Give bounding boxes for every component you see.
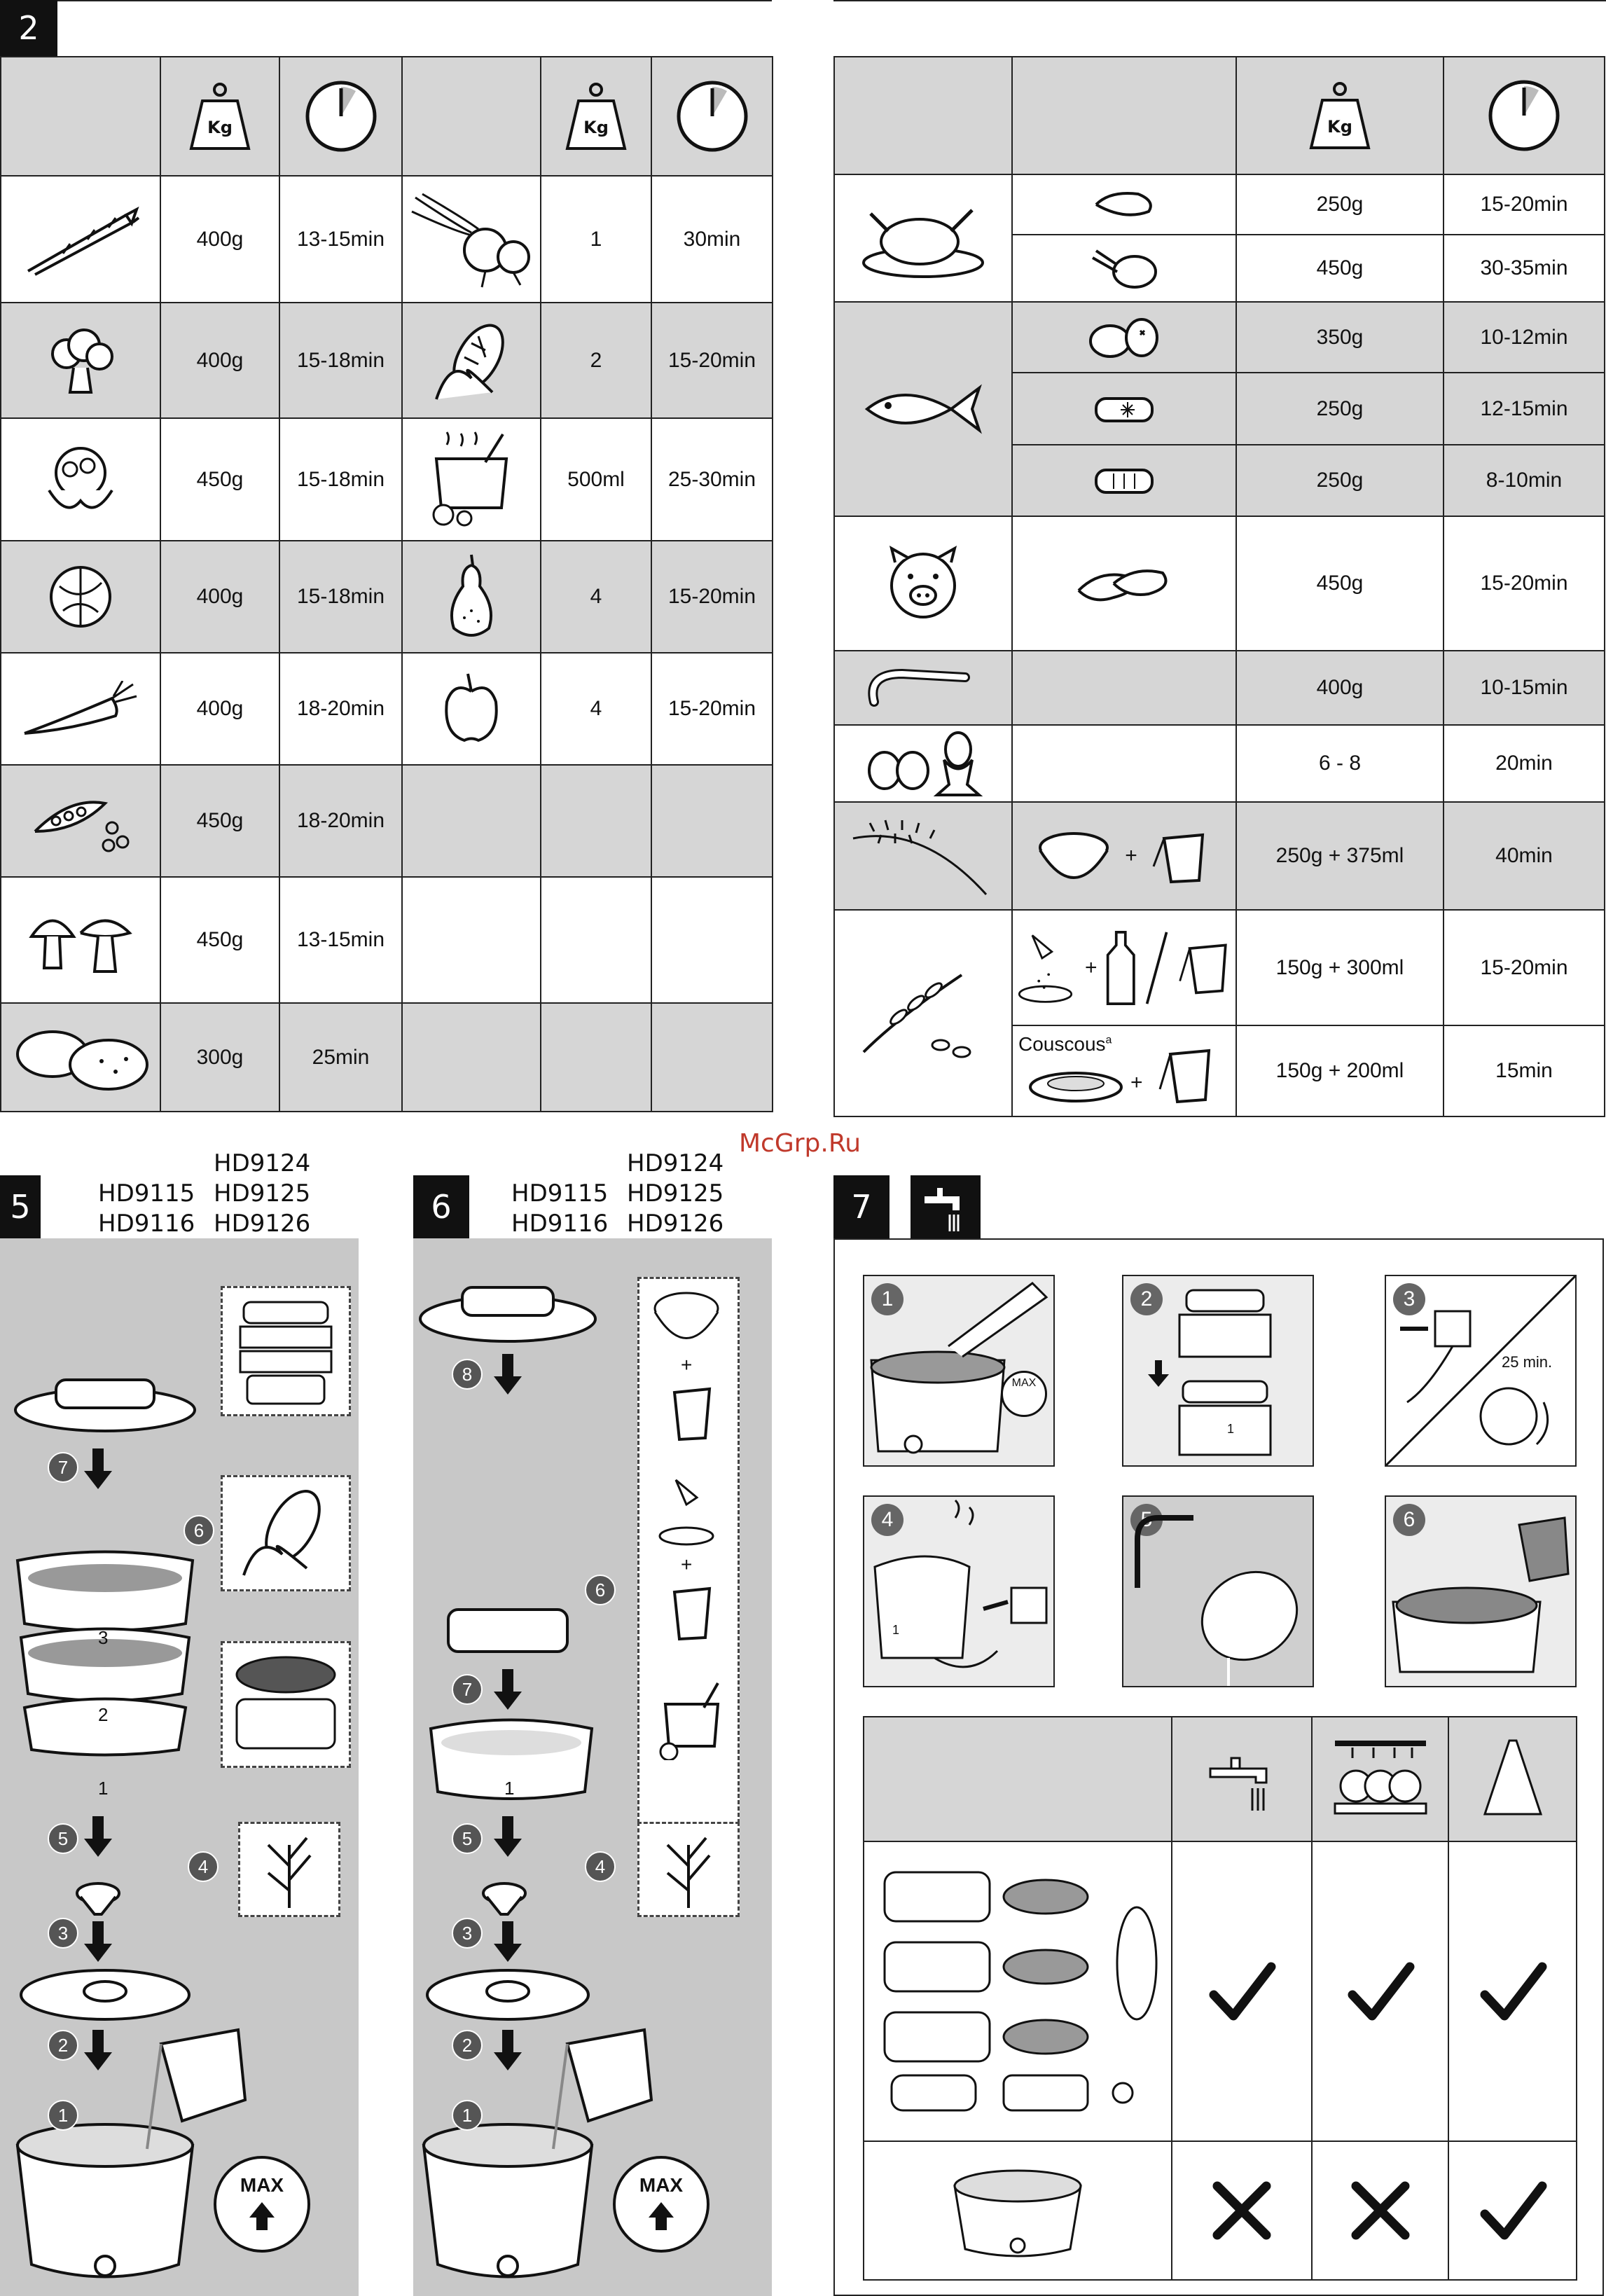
step-box-pour-water bbox=[863, 1275, 1055, 1467]
weight-cell: 250g bbox=[1236, 174, 1444, 235]
base-unit-icon bbox=[864, 2158, 1171, 2263]
step-number: 3 bbox=[452, 1918, 483, 1949]
cloth-icon bbox=[1449, 1737, 1576, 1821]
step-number: 4 bbox=[871, 1504, 904, 1536]
time-cell: 20min bbox=[1444, 725, 1605, 802]
table-row bbox=[1, 303, 773, 418]
dishwasher-mark bbox=[1313, 1956, 1448, 2026]
rice-bowl-insert-icon bbox=[441, 1603, 574, 1659]
arrow-down-icon bbox=[84, 1921, 112, 1963]
time-cell: 15-18min bbox=[279, 541, 402, 653]
table-row bbox=[834, 516, 1605, 651]
fish-steak-icon bbox=[1013, 313, 1235, 362]
quantity-cell: 4 bbox=[541, 541, 651, 653]
model-label: HD9116 bbox=[511, 1210, 609, 1238]
model-label: HD9126 bbox=[627, 1210, 724, 1238]
unplug-icon bbox=[864, 1497, 1053, 1686]
clock-icon bbox=[280, 80, 401, 153]
cleaning-panel bbox=[833, 1238, 1604, 2296]
weight-cell: 450g bbox=[160, 765, 279, 877]
clock-icon bbox=[652, 80, 772, 153]
arrow-up-icon bbox=[248, 2201, 276, 2232]
measuring-jug-icon bbox=[662, 1582, 718, 1645]
cross-mark bbox=[1356, 2186, 1405, 2235]
table-row bbox=[834, 910, 1605, 1025]
time-cell: 30min bbox=[651, 176, 773, 303]
time-cell: 18-20min bbox=[279, 765, 402, 877]
measuring-jug-icon bbox=[1156, 1040, 1219, 1110]
lid-icon bbox=[417, 1277, 599, 1347]
dishwasher-icon bbox=[1313, 1737, 1448, 1821]
check-mark bbox=[1214, 1967, 1271, 2016]
flavour-enhancer-icon bbox=[56, 1876, 140, 1918]
bottle-icon bbox=[1105, 926, 1137, 1010]
soup-pot-icon bbox=[651, 1676, 728, 1760]
grain-plus-liquid bbox=[1013, 926, 1235, 1010]
assembly-panel-5 bbox=[0, 1238, 359, 2296]
asparagus-icon bbox=[1, 201, 160, 278]
weight-cell: 250g bbox=[1236, 373, 1444, 445]
step-box-plug-timer bbox=[1385, 1275, 1577, 1467]
eggs-icon bbox=[835, 728, 1011, 798]
chicken-leg-icon bbox=[1013, 240, 1235, 296]
table-row bbox=[1, 541, 773, 653]
max-label: MAX bbox=[1011, 1377, 1037, 1389]
herbs-box bbox=[637, 1822, 740, 1917]
step-box-assemble bbox=[1122, 1275, 1314, 1467]
clock-icon bbox=[1444, 79, 1604, 152]
pork-slices-icon bbox=[1013, 555, 1235, 611]
weight-icon bbox=[161, 81, 279, 151]
time-cell: 40min bbox=[1444, 802, 1605, 910]
meat-fish-table bbox=[833, 56, 1605, 1117]
table-row bbox=[834, 174, 1605, 235]
table-row bbox=[864, 1841, 1577, 2141]
time-cell: 15-20min bbox=[1444, 516, 1605, 651]
quantity-cell: 150g + 300ml bbox=[1236, 910, 1444, 1025]
rice-plant-icon bbox=[835, 810, 1011, 901]
rice-bowl-box bbox=[221, 1641, 351, 1768]
step-number: 1 bbox=[871, 1283, 904, 1315]
step-number: 7 bbox=[452, 1674, 483, 1705]
section-number-2: 2 bbox=[0, 0, 57, 56]
weight-cell: 300g bbox=[160, 1003, 279, 1112]
couscous-plate-icon bbox=[1027, 1063, 1132, 1105]
bowl-label: 1 bbox=[892, 1623, 900, 1637]
fish-fillet-icon bbox=[1013, 459, 1235, 502]
section-number-5: 5 bbox=[0, 1175, 41, 1238]
top-rule bbox=[57, 0, 772, 1]
slash-divider bbox=[1144, 926, 1170, 1010]
dishwasher-mark bbox=[1313, 2176, 1448, 2246]
check-icon bbox=[1478, 2176, 1548, 2246]
bowl-label: 1 bbox=[1227, 1422, 1235, 1436]
tap-mark bbox=[1172, 2176, 1311, 2246]
lid-icon bbox=[11, 1371, 200, 1434]
bowl-label: 3 bbox=[98, 1627, 109, 1648]
weight-cell: 450g bbox=[160, 418, 279, 541]
weight-cell: 450g bbox=[160, 877, 279, 1003]
svg-text:Kg: Kg bbox=[1327, 117, 1352, 137]
rinse-tank-icon bbox=[1386, 1497, 1575, 1686]
check-mark bbox=[1352, 1967, 1410, 2016]
corn-box bbox=[221, 1475, 351, 1591]
dishwasher-mark bbox=[1172, 1956, 1311, 2026]
weight-icon bbox=[1237, 81, 1443, 151]
cross-mark bbox=[1217, 2186, 1266, 2235]
check-mark bbox=[1485, 1967, 1542, 2016]
step-number: 5 bbox=[1130, 1504, 1163, 1536]
assembly-panel-6 bbox=[413, 1238, 772, 2296]
weight-cell: 250g bbox=[1236, 445, 1444, 516]
time-cell: 25min bbox=[279, 1003, 402, 1112]
timer-label: 25 min. bbox=[1502, 1353, 1553, 1371]
top-rule-right bbox=[833, 0, 1606, 1]
quantity-cell: 1 bbox=[541, 176, 651, 303]
pig-icon bbox=[835, 545, 1011, 622]
arrow-down-icon bbox=[84, 2030, 112, 2072]
time-cell: 15-18min bbox=[279, 418, 402, 541]
step-number: 4 bbox=[188, 1851, 219, 1882]
removable-parts-icon bbox=[864, 1851, 1171, 2131]
table-row bbox=[1, 877, 773, 1003]
bowl-label: 1 bbox=[98, 1778, 109, 1799]
check-icon bbox=[1478, 1956, 1548, 2026]
step-number: 2 bbox=[1130, 1283, 1163, 1315]
table-row bbox=[1, 653, 773, 765]
step-number: 5 bbox=[48, 1823, 78, 1854]
cross-icon bbox=[1345, 2176, 1415, 2246]
table-row bbox=[834, 802, 1605, 910]
step-number: 1 bbox=[48, 2100, 78, 2131]
step-number: 5 bbox=[452, 1823, 483, 1854]
corn-icon bbox=[223, 1477, 349, 1589]
quantity-cell: 500ml bbox=[541, 418, 651, 541]
time-cell: 13-15min bbox=[279, 176, 402, 303]
chicken-breast-icon bbox=[1013, 187, 1235, 222]
check-icon bbox=[1345, 1956, 1415, 2026]
arrow-down-icon bbox=[84, 1816, 112, 1858]
arrow-up-icon bbox=[647, 2201, 675, 2232]
step-number: 4 bbox=[585, 1851, 616, 1882]
weight-cell: 450g bbox=[1236, 235, 1444, 302]
tap-badge bbox=[911, 1175, 981, 1238]
time-cell: 15-20min bbox=[1444, 174, 1605, 235]
time-cell: 18-20min bbox=[279, 653, 402, 765]
frozen-fillet-icon bbox=[1013, 388, 1235, 430]
table-row bbox=[1, 765, 773, 877]
model-label: HD9125 bbox=[214, 1180, 311, 1208]
measuring-jug-icon bbox=[1150, 824, 1213, 887]
measuring-jug-icon bbox=[1177, 933, 1235, 1003]
arrow-down-icon bbox=[494, 1816, 522, 1858]
model-label: HD9124 bbox=[214, 1149, 311, 1177]
grain-pour-icon bbox=[655, 1473, 718, 1550]
vegetable-table bbox=[0, 56, 773, 1112]
weight-cell: 450g bbox=[1236, 516, 1444, 651]
pear-icon bbox=[403, 551, 540, 642]
step-box-unplug bbox=[863, 1495, 1055, 1687]
step-number: 7 bbox=[48, 1452, 78, 1483]
time-cell: 15-20min bbox=[1444, 910, 1605, 1025]
step-number: 8 bbox=[452, 1359, 483, 1390]
step-number: 6 bbox=[585, 1575, 616, 1605]
beetroot-icon bbox=[403, 191, 540, 289]
watermark: McGrp.Ru bbox=[739, 1129, 861, 1158]
sausage-icon bbox=[835, 660, 1011, 716]
arrow-down-icon bbox=[494, 1921, 522, 1963]
quantity-cell: 4 bbox=[541, 653, 651, 765]
weight-cell: 400g bbox=[160, 541, 279, 653]
water-jug-icon bbox=[539, 2016, 658, 2156]
table-row bbox=[834, 302, 1605, 373]
time-cell: 10-12min bbox=[1444, 302, 1605, 373]
cleaning-table bbox=[863, 1716, 1577, 2281]
plus-sign: + bbox=[681, 1354, 693, 1376]
grain-pour-icon bbox=[1013, 926, 1078, 1010]
table-row bbox=[1, 176, 773, 303]
weight-cell: 400g bbox=[160, 176, 279, 303]
time-cell: 12-15min bbox=[1444, 373, 1605, 445]
check-icon bbox=[1207, 1956, 1277, 2026]
model-list-col2 bbox=[627, 1149, 724, 1239]
rice-bowl-icon bbox=[1035, 828, 1112, 884]
quantity-cell: 2 bbox=[541, 303, 651, 418]
table-row bbox=[834, 725, 1605, 802]
couscous-cell bbox=[1013, 1026, 1235, 1116]
svg-text:Kg: Kg bbox=[207, 118, 233, 137]
time-cell: 10-15min bbox=[1444, 651, 1605, 725]
broccoli-icon bbox=[1, 326, 160, 396]
time-cell: 25-30min bbox=[651, 418, 773, 541]
quantity-cell: 250g + 375ml bbox=[1236, 802, 1444, 910]
empty-tank-icon bbox=[1123, 1497, 1313, 1686]
plus-sign: + bbox=[1130, 1071, 1143, 1094]
arrow-down-icon bbox=[494, 2030, 522, 2072]
weight-cell: 400g bbox=[160, 653, 279, 765]
weight-cell: 350g bbox=[1236, 302, 1444, 373]
cloth-mark bbox=[1449, 1956, 1576, 2026]
table-row bbox=[1, 418, 773, 541]
quantity-cell: 6 - 8 bbox=[1236, 725, 1444, 802]
model-label: HD9115 bbox=[98, 1180, 195, 1208]
table-row bbox=[864, 2141, 1577, 2280]
cross-icon bbox=[1207, 2176, 1277, 2246]
step-number: 2 bbox=[48, 2030, 78, 2061]
model-list-col2 bbox=[214, 1149, 310, 1239]
herbs-box bbox=[238, 1822, 340, 1917]
max-level-indicator bbox=[1001, 1371, 1047, 1417]
carrot-icon bbox=[1, 681, 160, 737]
time-cell: 30-35min bbox=[1444, 235, 1605, 302]
soup-pot-icon bbox=[403, 431, 540, 529]
water-jug-icon bbox=[133, 2016, 252, 2156]
step-box-rinse bbox=[1385, 1495, 1577, 1687]
max-label: MAX bbox=[240, 2174, 284, 2196]
plus-sign: + bbox=[1085, 955, 1098, 979]
fish-icon bbox=[835, 378, 1011, 441]
section-number-7: 7 bbox=[833, 1175, 889, 1238]
step-number: 6 bbox=[184, 1515, 214, 1546]
time-cell: 15-20min bbox=[651, 541, 773, 653]
step-number: 3 bbox=[48, 1918, 78, 1949]
faucet-icon bbox=[1172, 1741, 1311, 1818]
steamer-stack-icon bbox=[223, 1288, 349, 1414]
bowl-label: 2 bbox=[98, 1704, 109, 1725]
flavour-enhancer-icon bbox=[462, 1876, 546, 1918]
step-number: 1 bbox=[452, 2100, 483, 2131]
potato-icon bbox=[1, 1023, 160, 1093]
table-row bbox=[834, 651, 1605, 725]
step-number: 3 bbox=[1393, 1283, 1425, 1315]
time-cell: 15-20min bbox=[651, 303, 773, 418]
model-label: HD9125 bbox=[627, 1180, 724, 1208]
max-level-indicator bbox=[214, 2156, 310, 2253]
model-label: HD9115 bbox=[511, 1180, 609, 1208]
peas-icon bbox=[1, 789, 160, 852]
wheat-grain-icon bbox=[835, 961, 1011, 1066]
step-number: 2 bbox=[452, 2030, 483, 2061]
herbs-icon bbox=[240, 1824, 338, 1915]
arrow-down-icon bbox=[494, 1669, 522, 1711]
assemble-steamer-icon bbox=[1123, 1276, 1313, 1465]
svg-text:Kg: Kg bbox=[583, 118, 609, 137]
steamer-assembled-box bbox=[221, 1286, 351, 1416]
model-list-col1 bbox=[511, 1149, 608, 1239]
corn-icon bbox=[403, 315, 540, 406]
quantity-cell: 400g bbox=[1236, 651, 1444, 725]
faucet-icon bbox=[911, 1175, 981, 1238]
weight-icon bbox=[541, 81, 651, 151]
measuring-jug-icon bbox=[662, 1382, 718, 1445]
max-level-indicator bbox=[613, 2156, 709, 2253]
apple-icon bbox=[403, 670, 540, 747]
rice-bowl-insert-icon bbox=[223, 1643, 349, 1766]
model-label: HD9126 bbox=[214, 1210, 311, 1238]
cabbage-icon bbox=[1, 562, 160, 632]
weight-cell: 400g bbox=[160, 303, 279, 418]
model-label: HD9124 bbox=[627, 1149, 724, 1177]
step-box-empty-tank bbox=[1122, 1495, 1314, 1687]
time-cell: 15-18min bbox=[279, 303, 402, 418]
chicken-icon bbox=[835, 196, 1011, 280]
time-cell: 15-20min bbox=[651, 653, 773, 765]
plus-sign: + bbox=[681, 1554, 693, 1575]
step-number: 6 bbox=[1393, 1504, 1425, 1536]
model-label: HD9116 bbox=[98, 1210, 195, 1238]
check-mark bbox=[1485, 2186, 1542, 2235]
quantity-cell: 150g + 200ml bbox=[1236, 1025, 1444, 1116]
cauliflower-icon bbox=[1, 441, 160, 518]
section-number-6: 6 bbox=[413, 1175, 469, 1238]
arrow-down-icon bbox=[494, 1354, 522, 1396]
couscous-label: Couscous$^a$ bbox=[1018, 1033, 1112, 1055]
arrow-down-icon bbox=[84, 1448, 112, 1491]
table-row bbox=[1, 1003, 773, 1112]
time-cell: 15min bbox=[1444, 1025, 1605, 1116]
model-list-col1 bbox=[98, 1149, 195, 1239]
cloth-mark bbox=[1449, 2176, 1576, 2246]
mushroom-icon bbox=[1, 901, 160, 978]
max-label: MAX bbox=[639, 2174, 684, 2196]
time-cell: 13-15min bbox=[279, 877, 402, 1003]
rice-bowl-icon bbox=[651, 1287, 721, 1343]
herbs-icon bbox=[639, 1824, 738, 1915]
bowl-label: 1 bbox=[504, 1778, 515, 1799]
rice-plus-water bbox=[1013, 824, 1235, 887]
plus-sign: + bbox=[1125, 844, 1137, 867]
time-cell: 8-10min bbox=[1444, 445, 1605, 516]
